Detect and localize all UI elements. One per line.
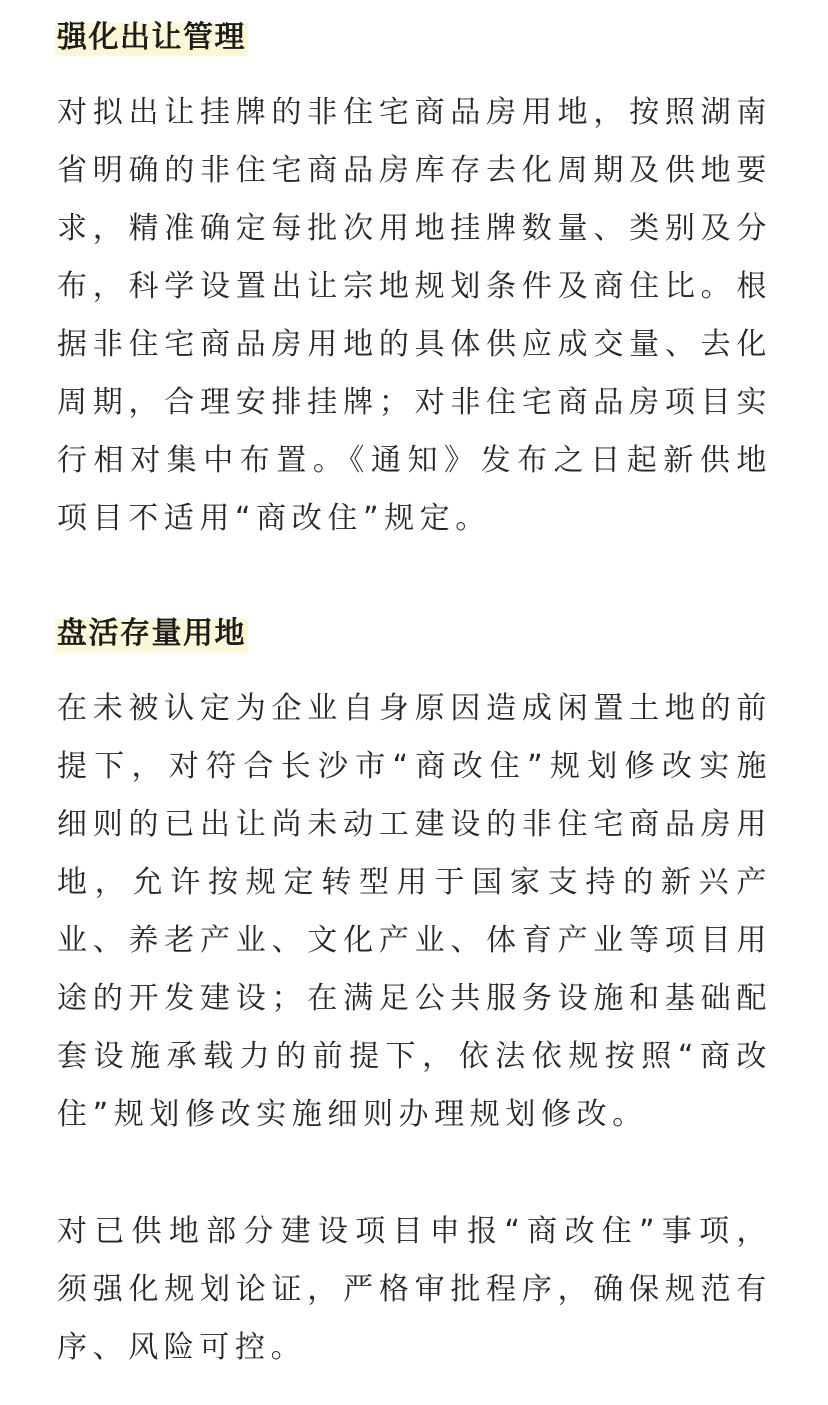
paragraph-supplied-land-projects: 对已供地部分建设项目申报“商改住”事项，须强化规划论证，严格审批程序，确保规范有序、风险可控。 bbox=[57, 1214, 772, 1365]
section-heading-revitalize-land: 盘活存量用地 bbox=[55, 614, 248, 654]
section-heading-transfer-management: 强化出让管理 bbox=[55, 18, 248, 58]
paragraph-transfer-management: 对拟出让挂牌的非住宅商品房用地，按照湖南省明确的非住宅商品房库存去化周期及供地要求，精准确定每批次用地挂牌数量、类别及分布，科学设置出让宗地规划条件及商住比。根据非住宅商品房用地的具体供应成交量、去化周期，合理安排挂牌；对非住宅商品房项目实行相对集中布置。《通知》发布之日起新供地项目不适用“商改住”规定。 bbox=[57, 95, 772, 536]
paragraph-revitalize-land: 在未被认定为企业自身原因造成闲置土地的前提下，对符合长沙市“商改住”规划修改实施细则的已出让尚未动工建设的非住宅商品房用地，允许按规定转型用于国家支持的新兴产业、养老产业、文化产业、体育产业等项目用途的开发建设；在满足公共服务设施和基础配套设施承载力的前提下，依法依规按照“商改住”规划修改实施细则办理规划修改。 bbox=[57, 691, 772, 1132]
